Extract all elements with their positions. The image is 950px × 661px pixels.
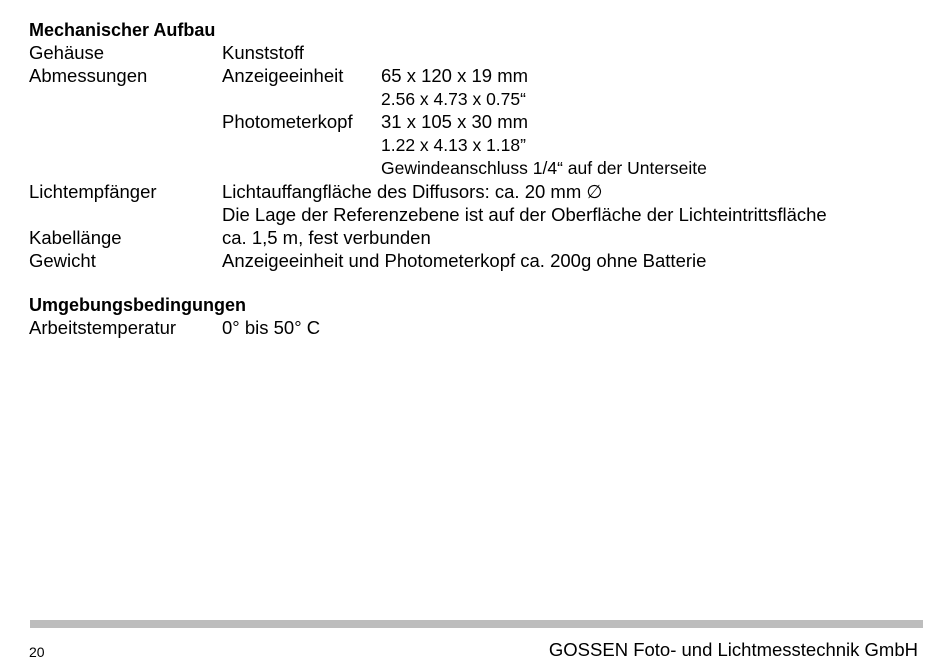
spec-value: Lichtauffangfläche des Diffusors: ca. 20 mm ∅ [222,181,603,202]
spec-value: 2.56 x 4.73 x 0.75“ [381,89,526,109]
spec-sublabel: Photometerkopf [222,111,353,132]
spec-value: 0° bis 50° C [222,317,321,338]
spec-value: ca. 1,5 m, fest verbunden [222,227,431,248]
spec-value: Die Lage der Referenzebene ist auf der Oberfläche der Lichteintrittsfläche [222,204,827,225]
footer-divider [30,620,923,628]
spec-label: Gewicht [29,250,96,271]
spec-sublabel: Anzeigeeinheit [222,65,344,86]
spec-label: Gehäuse [29,42,105,63]
spec-value: Gewindeanschluss 1/4“ auf der Unterseite [381,158,707,178]
section-title-environment: Umgebungsbedingungen [29,295,246,315]
spec-value: Anzeigeeinheit und Photometerkopf ca. 200g ohne Batterie [222,250,707,271]
section-title-mechanical: Mechanischer Aufbau [29,20,216,40]
spec-value: Kunststoff [222,42,304,63]
spec-value: 65 x 120 x 19 mm [381,65,529,86]
spec-label: Kabellänge [29,227,122,248]
spec-label: Lichtempfänger [29,181,157,202]
spec-label: Abmessungen [29,65,148,86]
page-number: 20 [29,644,45,660]
spec-label: Arbeitstemperatur [29,317,177,338]
footer-company: GOSSEN Foto- und Lichtmesstechnik GmbH [548,639,918,660]
spec-value: 1.22 x 4.13 x 1.18” [381,135,526,155]
spec-value: 31 x 105 x 30 mm [381,111,529,132]
